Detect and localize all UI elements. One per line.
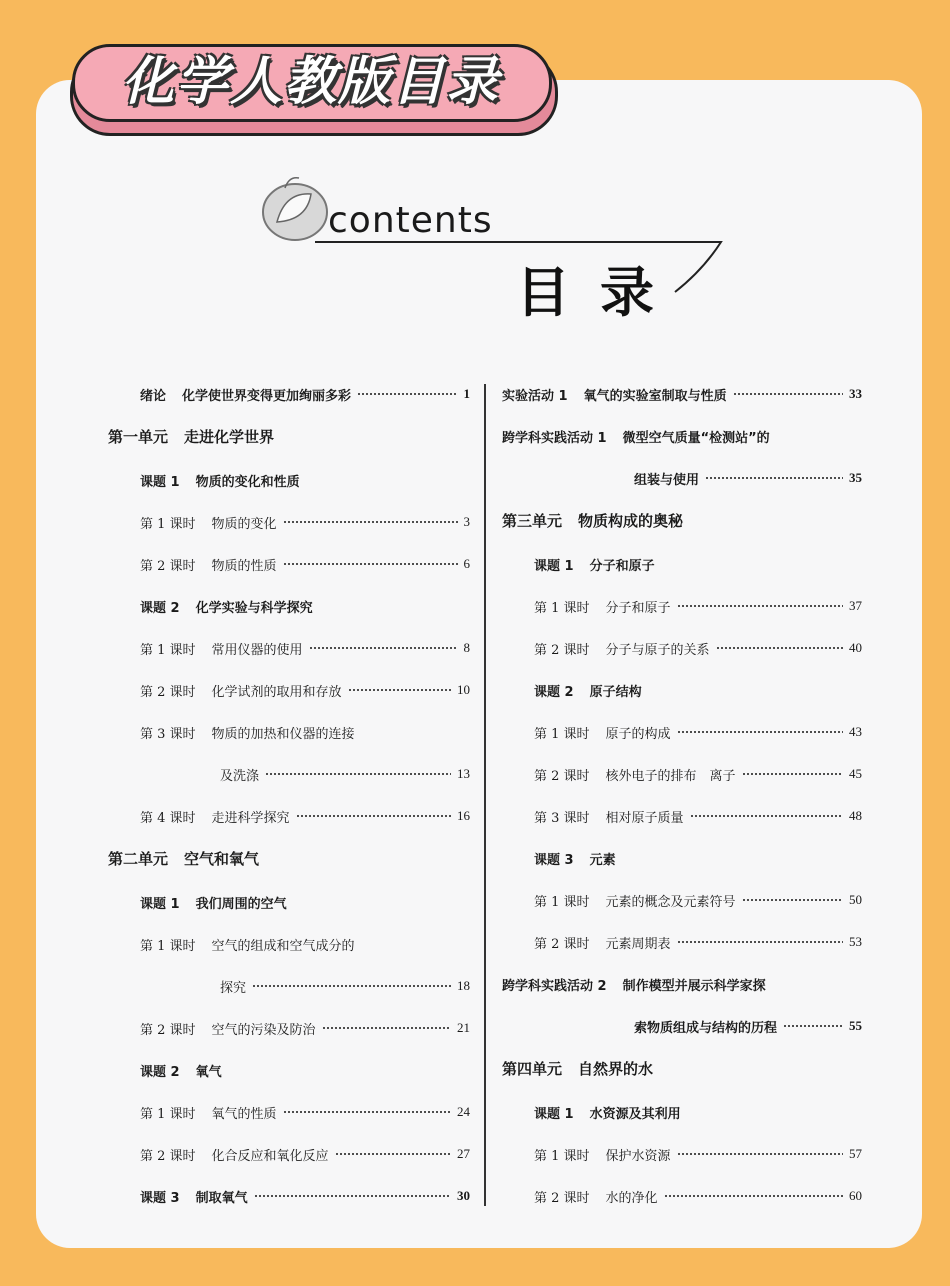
entry-page: 13 (457, 766, 470, 781)
lesson-title: 探究 (220, 980, 247, 996)
leader-dots (283, 1111, 451, 1113)
topic-number: 课题 1 (534, 558, 574, 574)
toc-unit[interactable] (502, 508, 862, 532)
topic-number: 课题 1 (534, 1106, 574, 1122)
entry-page: 50 (849, 892, 862, 907)
entry-page: 21 (457, 1020, 470, 1035)
leader-dots (664, 1195, 843, 1197)
lesson-number: 第 3 课时 (140, 726, 196, 742)
leader-dots (283, 563, 458, 565)
entry-prefix: 实验活动 1 (502, 388, 568, 404)
entry-page: 55 (849, 1018, 862, 1033)
leader-dots (705, 477, 843, 479)
toc-entry[interactable] (502, 424, 862, 448)
lesson-number: 第 1 课时 (534, 1148, 590, 1164)
leader-dots (677, 731, 843, 733)
entry-title: 化学使世界变得更加绚丽多彩 (182, 388, 352, 404)
lesson-number: 第 2 课时 (534, 642, 590, 658)
mulu-heading: 目录 (516, 260, 684, 324)
unit-number: 第二单元 (108, 849, 169, 868)
leader-dots (309, 647, 458, 649)
entry-page: 53 (849, 934, 862, 949)
lesson-title: 氧气的性质 (211, 1106, 277, 1122)
lesson-number: 第 1 课时 (140, 642, 196, 658)
leader-dots (296, 815, 451, 817)
lesson-title: 化合反应和氧化反应 (211, 1148, 329, 1164)
entry-page: 16 (457, 808, 470, 823)
topic-title: 水资源及其利用 (589, 1106, 681, 1122)
topic-number: 课题 2 (140, 1064, 180, 1080)
lesson-title: 物质的加热和仪器的连接 (211, 726, 355, 742)
toc-entry[interactable] (140, 382, 470, 406)
toc-lesson[interactable] (534, 804, 862, 828)
toc-lesson[interactable] (140, 1016, 470, 1040)
leader-dots (716, 647, 843, 649)
lesson-number: 第 2 课时 (534, 768, 590, 784)
entry-page: 8 (463, 640, 470, 655)
entry-page: 6 (463, 556, 470, 571)
unit-title: 物质构成的奥秘 (578, 511, 684, 530)
toc-lesson[interactable] (140, 636, 470, 660)
leader-dots (348, 689, 451, 691)
entry-prefix: 绪论 (140, 388, 167, 404)
toc-lesson-continued[interactable] (220, 762, 470, 786)
topic-title: 化学实验与科学探究 (195, 600, 313, 616)
topic-number: 课题 2 (140, 600, 180, 616)
unit-title: 走进化学世界 (184, 427, 275, 446)
lesson-title: 元素周期表 (605, 936, 671, 952)
lesson-number: 第 2 课时 (534, 1190, 590, 1206)
unit-number: 第一单元 (108, 427, 169, 446)
lesson-number: 第 2 课时 (140, 558, 196, 574)
entry-page: 35 (849, 470, 862, 485)
toc-lesson[interactable] (140, 552, 470, 576)
lesson-number: 第 2 课时 (140, 684, 196, 700)
topic-number: 课题 2 (534, 684, 574, 700)
entry-title: 制作模型并展示科学家探 (622, 978, 766, 994)
lesson-title: 原子的构成 (605, 726, 671, 742)
lesson-number: 第 1 课时 (140, 1106, 196, 1122)
toc-lesson[interactable] (534, 594, 862, 618)
entry-page: 1 (463, 386, 470, 401)
topic-title: 氧气 (195, 1064, 222, 1080)
toc-topic[interactable] (534, 678, 862, 702)
entry-title: 组装与使用 (634, 472, 700, 488)
toc-lesson[interactable] (140, 720, 470, 744)
leader-dots (742, 899, 843, 901)
toc-lesson[interactable] (534, 762, 862, 786)
toc-lesson[interactable] (140, 1100, 470, 1124)
entry-page: 43 (849, 724, 862, 739)
leader-dots (357, 393, 457, 395)
entry-page: 10 (457, 682, 470, 697)
entry-page: 57 (849, 1146, 862, 1161)
leader-dots (322, 1027, 451, 1029)
toc-lesson[interactable] (534, 930, 862, 954)
lesson-title: 分子和原子 (605, 600, 671, 616)
entry-page: 40 (849, 640, 862, 655)
toc-topic[interactable] (140, 890, 470, 914)
lesson-number: 第 1 课时 (534, 726, 590, 742)
contents-heading: contents (328, 200, 493, 241)
toc-entry[interactable] (502, 382, 862, 406)
topic-title: 元素 (589, 852, 616, 868)
topic-title: 我们周围的空气 (195, 896, 287, 912)
lesson-title: 水的净化 (605, 1190, 658, 1206)
lesson-title: 保护水资源 (605, 1148, 671, 1164)
leader-dots (283, 521, 458, 523)
lesson-title: 分子与原子的关系 (605, 642, 710, 658)
lesson-title: 相对原子质量 (605, 810, 684, 826)
toc-lesson[interactable] (140, 1142, 470, 1166)
toc-entry-continued[interactable] (634, 1014, 862, 1038)
unit-number: 第三单元 (502, 511, 563, 530)
lesson-title: 物质的性质 (211, 558, 277, 574)
toc-topic[interactable] (534, 1100, 862, 1124)
leader-dots (335, 1153, 451, 1155)
title-banner (68, 44, 554, 134)
entry-title: 微型空气质量“检测站”的 (622, 430, 770, 446)
leader-dots (254, 1195, 451, 1197)
leader-dots (677, 941, 843, 943)
lesson-number: 第 4 课时 (140, 810, 196, 826)
lesson-title: 核外电子的排布 离子 (605, 768, 736, 784)
entry-page: 48 (849, 808, 862, 823)
topic-number: 课题 1 (140, 474, 180, 490)
entry-title: 氧气的实验室制取与性质 (583, 388, 727, 404)
lesson-title: 走进科学探究 (211, 810, 290, 826)
lesson-number: 第 1 课时 (140, 938, 196, 954)
entry-page: 18 (457, 978, 470, 993)
entry-prefix: 跨学科实践活动 1 (502, 430, 607, 446)
entry-page: 60 (849, 1188, 862, 1203)
toc-lesson[interactable] (140, 678, 470, 702)
lesson-title: 物质的变化 (211, 516, 277, 532)
lesson-title: 化学试剂的取用和存放 (211, 684, 342, 700)
lesson-number: 第 1 课时 (534, 600, 590, 616)
toc-lesson[interactable] (140, 804, 470, 828)
lesson-number: 第 3 课时 (534, 810, 590, 826)
leader-dots (733, 393, 843, 395)
leader-dots (783, 1025, 843, 1027)
toc-lesson[interactable] (140, 932, 470, 956)
entry-page: 33 (849, 386, 862, 401)
entry-title: 索物质组成与结构的历程 (634, 1020, 778, 1036)
leader-dots (265, 773, 451, 775)
lesson-number: 第 2 课时 (140, 1022, 196, 1038)
entry-prefix: 跨学科实践活动 2 (502, 978, 607, 994)
unit-title: 空气和氧气 (184, 849, 260, 868)
toc-lesson-continued[interactable] (220, 974, 470, 998)
toc-unit[interactable] (108, 846, 438, 870)
toc-unit[interactable] (502, 1056, 862, 1080)
entry-page: 37 (849, 598, 862, 613)
leader-dots (677, 1153, 843, 1155)
toc-lesson[interactable] (534, 1184, 862, 1208)
lesson-number: 第 1 课时 (140, 516, 196, 532)
toc-topic[interactable] (140, 1058, 470, 1082)
lesson-title: 常用仪器的使用 (211, 642, 303, 658)
column-divider (484, 384, 486, 1206)
entry-page: 27 (457, 1146, 470, 1161)
toc-topic[interactable] (140, 594, 470, 618)
entry-page: 3 (463, 514, 470, 529)
leader-dots (252, 985, 451, 987)
topic-title: 物质的变化和性质 (195, 474, 300, 490)
leader-dots (677, 605, 843, 607)
banner-title: 化学人教版目录 (121, 52, 500, 112)
lesson-title: 元素的概念及元素符号 (605, 894, 736, 910)
toc-lesson[interactable] (534, 720, 862, 744)
topic-number: 课题 3 (534, 852, 574, 868)
toc-lesson[interactable] (534, 1142, 862, 1166)
toc-unit[interactable] (108, 424, 438, 448)
toc-entry[interactable] (502, 972, 862, 996)
entry-page: 45 (849, 766, 862, 781)
lesson-title: 空气的组成和空气成分的 (211, 938, 355, 954)
topic-number: 课题 1 (140, 896, 180, 912)
leader-dots (742, 773, 843, 775)
lesson-number: 第 1 课时 (534, 894, 590, 910)
topic-title: 制取氧气 (195, 1190, 248, 1206)
unit-title: 自然界的水 (578, 1059, 654, 1078)
toc-lesson[interactable] (534, 636, 862, 660)
toc-topic[interactable] (534, 846, 862, 870)
entry-page: 30 (457, 1188, 470, 1203)
leader-dots (690, 815, 843, 817)
topic-title: 分子和原子 (589, 558, 655, 574)
toc-topic[interactable] (534, 552, 862, 576)
toc-entry-continued[interactable] (634, 466, 862, 490)
lesson-number: 第 2 课时 (534, 936, 590, 952)
lesson-title: 及洗涤 (220, 768, 260, 784)
toc-topic[interactable] (140, 468, 470, 492)
lesson-title: 空气的污染及防治 (211, 1022, 316, 1038)
topic-title: 原子结构 (589, 684, 642, 700)
toc-lesson[interactable] (140, 510, 470, 534)
unit-number: 第四单元 (502, 1059, 563, 1078)
topic-number: 课题 3 (140, 1190, 180, 1206)
entry-page: 24 (457, 1104, 470, 1119)
toc-topic[interactable] (140, 1184, 470, 1208)
toc-lesson[interactable] (534, 888, 862, 912)
lesson-number: 第 2 课时 (140, 1148, 196, 1164)
